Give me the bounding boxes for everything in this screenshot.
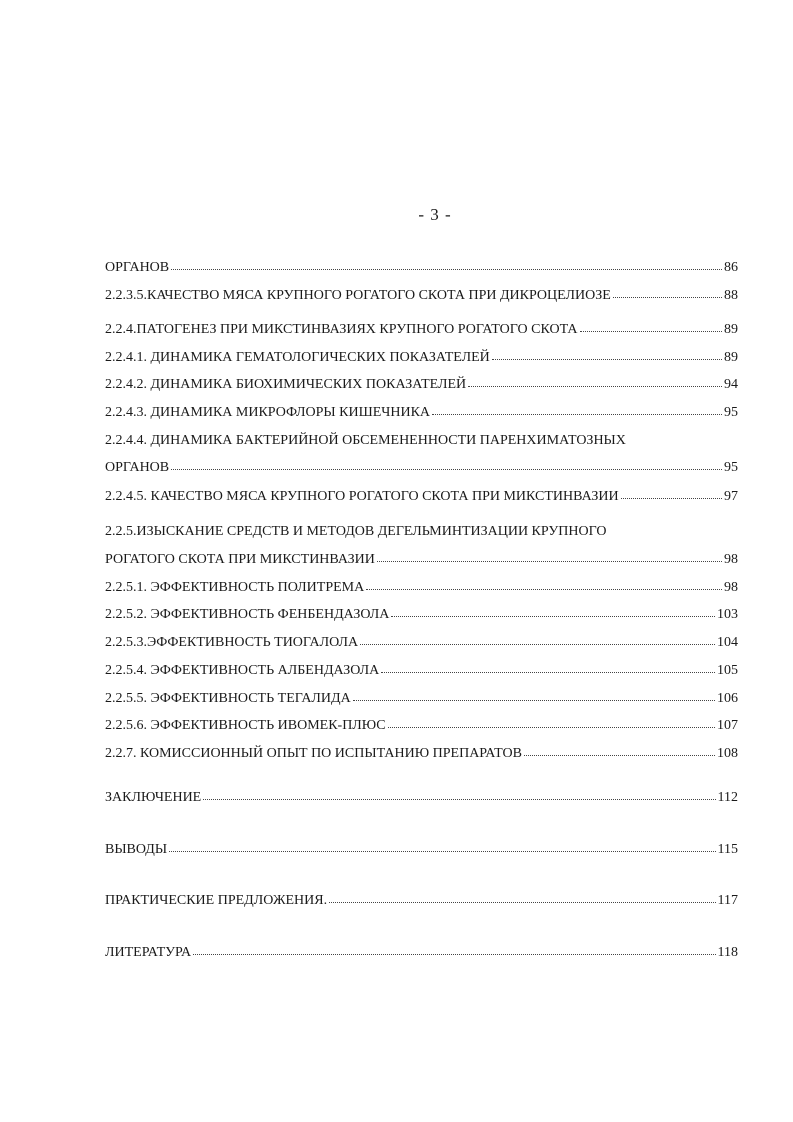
toc-entry-page: 118 [717,945,738,960]
toc-entry-title: 2.2.5.ИЗЫСКАНИЕ СРЕДСТВ И МЕТОДОВ ДЕГЕЛЬМИНТИЗАЦИИ КРУПНОГО [105,524,607,539]
dot-leader [621,486,722,499]
toc-entry-title: 2.2.5.3.ЭФФЕКТИВНОСТЬ ТИОГАЛОЛА [105,635,359,650]
dot-leader [329,890,715,903]
toc-entry-title: ПРАКТИЧЕСКИЕ ПРЕДЛОЖЕНИЯ. [105,893,328,908]
dot-leader [169,839,715,852]
toc-entry-page: 106 [717,691,738,706]
dot-leader [391,604,715,617]
toc-entry-page: 115 [717,842,738,857]
toc-entry [105,550,738,570]
dot-leader [388,715,715,728]
dot-leader [381,660,715,673]
dot-leader [613,285,722,298]
toc-entry-title: 2.2.5.2. ЭФФЕКТИВНОСТЬ ФЕНБЕНДАЗОЛА [105,607,390,622]
toc-entry-title: 2.2.5.1. ЭФФЕКТИВНОСТЬ ПОЛИТРЕМА [105,580,365,595]
dot-leader [524,743,715,756]
toc-entry-title: 2.2.4.5. КАЧЕСТВО МЯСА КРУПНОГО РОГАТОГО СКОТА ПРИ МИКСТИНВАЗИИ [105,489,619,504]
toc-entry-title: 2.2.5.4. ЭФФЕКТИВНОСТЬ АЛБЕНДАЗОЛА [105,663,380,678]
toc-entry-title: ВЫВОДЫ [105,842,168,857]
toc-entry [105,403,738,423]
dot-leader [468,374,722,387]
toc-entry-page: 98 [724,552,738,567]
dot-leader [432,402,722,415]
toc-entry-title: ОРГАНОВ [105,260,170,275]
page-number: - 3 - [418,205,452,224]
toc-entry-page: 112 [717,790,738,805]
toc-entry-page: 89 [724,350,738,365]
toc-entry [105,431,738,451]
toc-entry [105,744,738,764]
dot-leader [492,347,722,360]
toc-entry-page: 94 [724,377,738,392]
toc-entry [105,487,738,507]
toc-entry-title: ОРГАНОВ [105,460,170,475]
toc-entry [105,633,738,653]
toc-entry [105,716,738,736]
toc-entry [105,605,738,625]
toc-entry-title: 2.2.5.5. ЭФФЕКТИВНОСТЬ ТЕГАЛИДА [105,691,351,706]
toc-entry-page: 107 [717,718,738,733]
toc-entry [105,258,738,278]
toc-entry [105,375,738,395]
toc-entry-page: 117 [717,893,738,908]
dot-leader [171,457,722,470]
toc-entry [105,286,738,306]
toc-entry-page: 103 [717,607,738,622]
toc-entry [105,458,738,478]
dot-leader [171,257,722,270]
toc-entry-title: 2.2.3.5.КАЧЕСТВО МЯСА КРУПНОГО РОГАТОГО СКОТА ПРИ ДИКРОЦЕЛИОЗЕ [105,288,611,303]
toc-entry-title: 2.2.4.1. ДИНАМИКА ГЕМАТОЛОГИЧЕСКИХ ПОКАЗАТЕЛЕЙ [105,350,490,365]
toc-entry [105,689,738,709]
toc-entry-page: 98 [724,580,738,595]
dot-leader [203,787,715,800]
toc-entry [105,320,738,340]
toc-entry-page: 108 [717,746,738,761]
dot-leader [377,549,722,562]
toc-entry-title: 2.2.4.3. ДИНАМИКА МИКРОФЛОРЫ КИШЕЧНИКА [105,405,431,420]
toc-entry [105,891,738,911]
toc-entry-page: 95 [724,405,738,420]
toc-entry [105,943,738,963]
dot-leader [193,942,715,955]
toc-entry [105,840,738,860]
toc-entry-title: 2.2.4.4. ДИНАМИКА БАКТЕРИЙНОЙ ОБСЕМЕНЕННОСТИ ПАРЕНХИМАТОЗНЫХ [105,433,626,448]
toc-entry-title: РОГАТОГО СКОТА ПРИ МИКСТИНВАЗИИ [105,552,375,567]
toc-entry [105,661,738,681]
toc-entry-title: 2.2.5.6. ЭФФЕКТИВНОСТЬ ИВОМЕК-ПЛЮС [105,718,386,733]
toc-entry-title: 2.2.4.2. ДИНАМИКА БИОХИМИЧЕСКИХ ПОКАЗАТЕЛЕЙ [105,377,467,392]
toc-entry-page: 89 [724,322,738,337]
toc-entry-page: 86 [724,260,738,275]
dot-leader [366,577,722,590]
toc-entry-title: 2.2.7. КОМИССИОННЫЙ ОПЫТ ПО ИСПЫТАНИЮ ПРЕПАРАТОВ [105,746,522,761]
toc-entry-title: ЛИТЕРАТУРА [105,945,192,960]
dot-leader [353,688,715,701]
toc-entry [105,578,738,598]
toc-entry-page: 97 [724,489,738,504]
toc-entry-page: 104 [717,635,738,650]
toc-entry-page: 105 [717,663,738,678]
toc-entry [105,788,738,808]
toc-entry-page: 88 [724,288,738,303]
toc-entry-title: 2.2.4.ПАТОГЕНЕЗ ПРИ МИКСТИНВАЗИЯХ КРУПНОГО РОГАТОГО СКОТА [105,322,578,337]
toc-entry-title: ЗАКЛЮЧЕНИЕ [105,790,202,805]
toc-entry-page: 95 [724,460,738,475]
toc-entry [105,348,738,368]
dot-leader [360,632,715,645]
dot-leader [580,319,722,332]
toc-entry [105,522,738,542]
